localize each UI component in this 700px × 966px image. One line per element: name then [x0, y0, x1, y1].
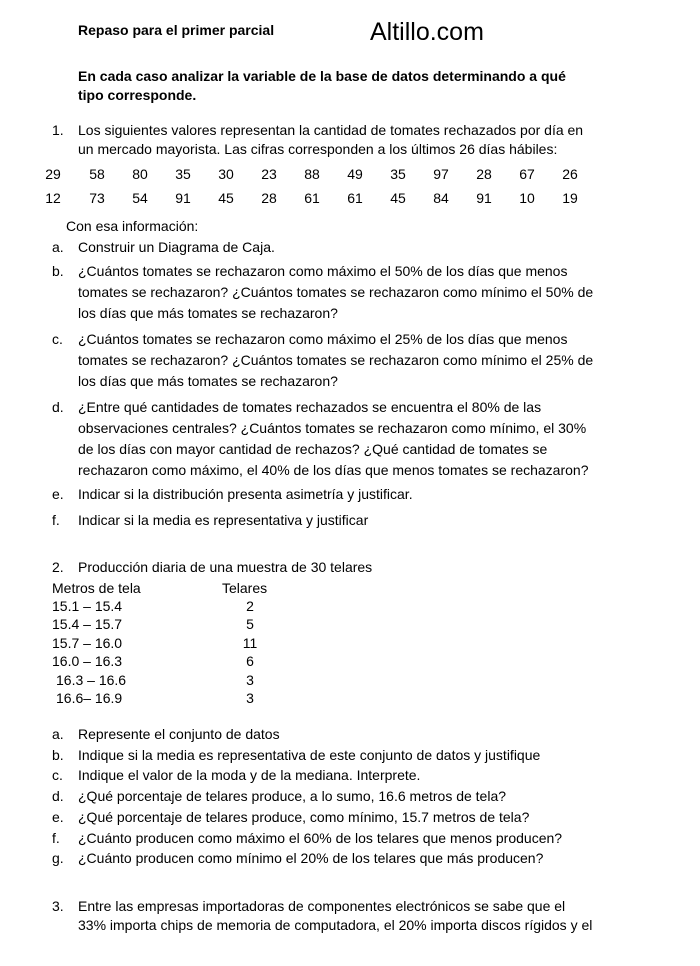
table-count-cell: 3	[246, 671, 254, 688]
data-value: 49	[347, 166, 363, 182]
data-value: 29	[45, 166, 61, 182]
table-header-telares: Telares	[222, 580, 268, 596]
data-value: 35	[390, 166, 406, 182]
data-value: 84	[433, 190, 449, 206]
item-text-line: rechazaron como máximo, el 40% de los días que menos tomates se rechazaron?	[78, 462, 589, 478]
item-text-line: tomates se rechazaron? ¿Cuántos tomates se rechazaron como mínimo el 25% de	[78, 352, 594, 368]
item-text-line: ¿Cuánto producen como máximo el 60% de los telares que menos producen?	[78, 829, 563, 846]
item-text-line: de los días con mayor cantidad de rechazos? ¿Qué cantidad de tomates se	[78, 441, 548, 457]
item-label: e.	[52, 486, 64, 502]
table-range-cell: 15.1 – 15.4	[52, 598, 123, 614]
item-text-line: ¿Cuántos tomates se rechazaron como máximo el 25% de los días que menos	[78, 331, 568, 347]
item-text-line: ¿Qué porcentaje de telares produce, a lo sumo, 16.6 metros de tela?	[78, 788, 507, 805]
table-count-cell: 6	[246, 653, 254, 670]
item-label: c.	[52, 767, 63, 784]
table-count-cell: 5	[246, 616, 254, 633]
table-range-cell: 16.6– 16.9	[56, 690, 123, 706]
data-value: 91	[175, 190, 191, 206]
item-label: c.	[52, 331, 63, 347]
page-title: Repaso para el primer parcial	[78, 22, 275, 38]
site-watermark: Altillo.com	[370, 18, 484, 46]
item-label: d.	[52, 399, 64, 415]
item-label: a.	[52, 239, 64, 255]
data-value: 19	[562, 190, 578, 206]
item-label: f.	[52, 512, 60, 528]
data-value: 80	[132, 166, 148, 182]
data-value: 45	[218, 190, 234, 206]
table-count-cell: 3	[246, 690, 254, 706]
item-label: f.	[52, 829, 60, 846]
data-value: 58	[89, 166, 105, 182]
table-range-cell: 16.3 – 16.6	[56, 671, 127, 688]
item-text-line: ¿Cuánto producen como mínimo el 20% de los telares que más producen?	[78, 850, 544, 867]
table-count-cell: 2	[246, 598, 254, 614]
item-label: b.	[52, 263, 64, 279]
data-value: 28	[261, 190, 277, 206]
problem2-number: 2.	[52, 559, 64, 575]
item-text-line: los días que más tomates se rechazaron?	[78, 305, 338, 321]
data-value: 97	[433, 166, 449, 182]
item-text-line: ¿Cuántos tomates se rechazaron como máximo el 50% de los días que menos	[78, 263, 568, 279]
item-text-line: Construir un Diagrama de Caja.	[78, 239, 275, 255]
data-value: 67	[519, 166, 535, 182]
data-value: 23	[261, 166, 277, 182]
data-value: 61	[347, 190, 363, 206]
data-value: 30	[218, 166, 234, 182]
data-value: 26	[562, 166, 578, 182]
problem3-line-1: Entre las empresas importadoras de componentes electrónicos se sabe que el	[78, 898, 566, 914]
problem3-line-2: 33% importa chips de memoria de computadora, el 20% importa discos rígidos y el	[78, 917, 593, 933]
table-range-cell: 16.0 – 16.3	[52, 653, 123, 670]
con-informacion: Con esa información:	[66, 218, 199, 234]
data-value: 61	[304, 190, 320, 206]
data-value: 88	[304, 166, 320, 182]
item-text-line: Indique el valor de la moda y de la mediana. Interprete.	[78, 767, 421, 784]
item-label: d.	[52, 788, 64, 805]
data-value: 91	[476, 190, 492, 206]
item-text-line: los días que más tomates se rechazaron?	[78, 373, 338, 389]
problem3-number: 3.	[52, 898, 64, 914]
item-text-line: observaciones centrales? ¿Cuántos tomates se rechazaron como mínimo, el 30%	[78, 420, 587, 436]
instruction-line-2: tipo corresponde.	[78, 87, 197, 103]
table-range-cell: 15.7 – 16.0	[52, 634, 123, 651]
data-value: 12	[45, 190, 61, 206]
data-value: 73	[89, 190, 105, 206]
problem1-number: 1.	[52, 122, 64, 138]
instruction-line-1: En cada caso analizar la variable de la base de datos determinando a qué	[78, 68, 566, 84]
table-header-metros: Metros de tela	[52, 580, 141, 596]
item-text-line: Represente el conjunto de datos	[78, 726, 280, 742]
table-count-cell: 11	[242, 634, 258, 651]
item-text-line: Indicar si la media es representativa y justificar	[78, 512, 369, 528]
problem2-intro: Producción diaria de una muestra de 30 telares	[78, 559, 373, 575]
item-text-line: ¿Entre qué cantidades de tomates rechazados se encuentra el 80% de las	[78, 399, 542, 415]
item-label: a.	[52, 726, 64, 742]
data-value: 45	[390, 190, 406, 206]
problem1-intro-line-1: Los siguientes valores representan la cantidad de tomates rechazados por día en	[78, 122, 584, 138]
item-text-line: Indicar si la distribución presenta asimetría y justificar.	[78, 486, 413, 502]
item-text-line: tomates se rechazaron? ¿Cuántos tomates se rechazaron como mínimo el 50% de	[78, 284, 594, 300]
item-label: b.	[52, 746, 64, 763]
data-value: 35	[175, 166, 191, 182]
data-value: 10	[519, 190, 535, 206]
item-text-line: Indique si la media es representativa de este conjunto de datos y justifique	[78, 746, 541, 763]
data-value: 28	[476, 166, 492, 182]
table-range-cell: 15.4 – 15.7	[52, 616, 123, 633]
item-label: g.	[52, 850, 64, 867]
item-text-line: ¿Qué porcentaje de telares produce, como mínimo, 15.7 metros de tela?	[78, 808, 530, 825]
data-value: 54	[132, 190, 148, 206]
problem1-intro-line-2: un mercado mayorista. Las cifras corresponden a los últimos 26 días hábiles:	[78, 141, 558, 157]
item-label: e.	[52, 808, 64, 825]
